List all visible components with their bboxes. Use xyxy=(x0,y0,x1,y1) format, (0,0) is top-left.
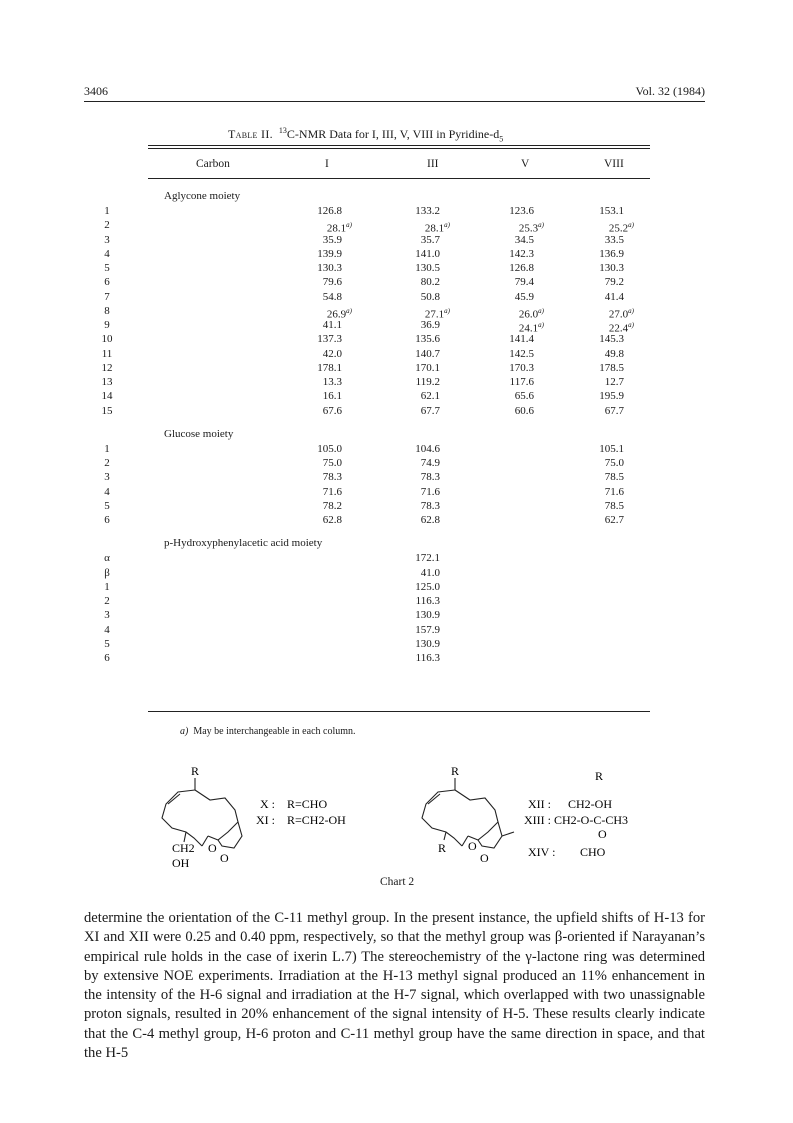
shift-value: 41.0 xyxy=(420,566,440,579)
value-xiv: CHO xyxy=(580,845,606,859)
shift-value: 13.3 xyxy=(322,376,342,388)
shift-value: 74.9 xyxy=(420,457,440,469)
carbon-label: 1 xyxy=(104,580,110,593)
table-caption-text: C-NMR Data for I, III, V, VIII in Pyridine-d xyxy=(286,127,500,141)
shift-value: 119.2 xyxy=(415,376,440,388)
page-number: 3406 xyxy=(84,84,108,98)
shift-number: 26.0 xyxy=(518,308,539,321)
carbon-label: α xyxy=(104,552,110,565)
table-top-rule xyxy=(148,145,650,146)
carbon-label: 6 xyxy=(104,514,110,526)
carbon-label: 9 xyxy=(104,319,110,331)
shift-value: 27.0$^{a)}$ xyxy=(608,306,634,321)
shift-value: 116.3 xyxy=(415,595,440,607)
carbon-label: 5 xyxy=(104,499,110,512)
value-xiii: CH2-O-C-CH3 xyxy=(554,813,628,827)
shift-value: 172.1 xyxy=(415,552,440,565)
shift-value: 50.8 xyxy=(420,290,440,303)
shift-value: 28.1$^{a)}$ xyxy=(326,221,352,235)
shift-value: 78.3 xyxy=(420,471,440,484)
shift-value: 170.3 xyxy=(509,361,534,374)
shift-number: 25.3 xyxy=(518,222,539,235)
journal-volume: Vol. 32 (1984) xyxy=(635,84,705,98)
label-r: R xyxy=(191,764,200,778)
shift-value: 178.5 xyxy=(599,361,624,374)
label-o-ring-right: O xyxy=(468,839,477,853)
group-heading: Aglycone moiety xyxy=(164,190,241,202)
shift-number: 27.1 xyxy=(424,308,445,321)
shift-value: 141.4 xyxy=(509,333,534,346)
shift-value: 65.6 xyxy=(514,390,534,403)
table-footnote xyxy=(180,726,356,737)
shift-value: 195.9 xyxy=(599,390,624,403)
shift-value: 41.4 xyxy=(604,290,624,303)
carbon-label: 2 xyxy=(104,219,110,232)
shift-value: 130.3 xyxy=(599,262,624,274)
footnote-text: May be interchangeable in each column. xyxy=(193,726,356,737)
shift-value: 49.8 xyxy=(604,347,624,360)
label-xiv: XIV : xyxy=(528,845,556,859)
shift-value: 78.3 xyxy=(420,499,440,512)
carbon-label: 11 xyxy=(101,347,113,360)
shift-value: 62.8 xyxy=(420,514,440,526)
shift-value: 45.9 xyxy=(514,290,534,303)
shift-value: 54.8 xyxy=(322,290,342,303)
shift-value: 170.1 xyxy=(415,361,440,374)
shift-value: 22.4$^{a)}$ xyxy=(608,321,634,335)
body-paragraph xyxy=(84,909,705,1063)
shift-value: 105.1 xyxy=(599,442,624,455)
label-xii: XII : xyxy=(528,797,551,811)
group-heading: p-Hydroxyphenylacetic acid moiety xyxy=(164,537,323,550)
shift-value: 41.1 xyxy=(322,319,342,331)
label-o-ring: O xyxy=(208,841,217,855)
label-r-bottom: R xyxy=(438,841,447,855)
carbon-label: 3 xyxy=(104,233,110,246)
column-header-3: V xyxy=(521,158,530,170)
shift-value: 105.0 xyxy=(317,442,342,455)
carbon-label: 3 xyxy=(104,609,110,622)
shift-number: 28.1 xyxy=(326,222,347,235)
caption-isotope: 13 xyxy=(278,126,287,135)
shift-value: 12.7 xyxy=(604,376,624,388)
carbon-label: 7 xyxy=(104,290,110,303)
carbon-label: 5 xyxy=(104,637,110,650)
carbon-label: 6 xyxy=(104,652,110,664)
shift-value: 130.3 xyxy=(317,262,342,274)
shift-value: 25.2$^{a)}$ xyxy=(608,221,634,235)
shift-number: 22.4 xyxy=(608,322,629,335)
shift-value: 140.7 xyxy=(415,347,440,360)
shift-value: 42.0 xyxy=(322,347,342,360)
table-header-rule xyxy=(148,178,650,179)
shift-value: 139.9 xyxy=(317,247,342,260)
structure-x-xi-bonds xyxy=(162,778,242,848)
value-xi: R=CH2-OH xyxy=(287,813,346,827)
label-r-top: R xyxy=(451,764,460,778)
shift-value: 26.9$^{a)}$ xyxy=(326,306,352,321)
shift-value: 67.7 xyxy=(604,404,624,417)
label-x: X : xyxy=(260,797,275,811)
carbon-label: 14 xyxy=(101,390,113,403)
carbon-label: 13 xyxy=(101,376,113,388)
carbon-label: 5 xyxy=(104,262,110,274)
carbon-label: 6 xyxy=(104,276,110,289)
label-oh: OH xyxy=(172,856,190,870)
carbon-label: 1 xyxy=(104,205,110,217)
carbon-label: 3 xyxy=(104,471,110,484)
shift-value: 178.1 xyxy=(317,361,342,374)
shift-value: 25.3$^{a)}$ xyxy=(518,221,544,235)
shift-value: 137.3 xyxy=(317,333,342,346)
shift-value: 67.7 xyxy=(420,404,440,417)
carbon-label: 2 xyxy=(104,595,110,607)
shift-number: 27.0 xyxy=(608,308,629,321)
shift-value: 78.5 xyxy=(604,471,624,484)
shift-value: 75.0 xyxy=(322,457,342,469)
label-ch2: CH2 xyxy=(172,841,195,855)
shift-value: 33.5 xyxy=(604,233,624,246)
shift-value: 80.2 xyxy=(420,276,440,289)
shift-value: 78.3 xyxy=(322,471,342,484)
shift-value: 136.9 xyxy=(599,247,624,260)
column-header-1: I xyxy=(325,158,329,170)
column-header-2: III xyxy=(427,158,439,170)
shift-value: 117.6 xyxy=(509,376,534,388)
carbon-label: 2 xyxy=(104,457,110,469)
shift-value: 71.6 xyxy=(322,485,342,498)
carbon-label: 10 xyxy=(101,333,113,346)
table-bottom-rule xyxy=(148,711,650,712)
carbon-label: 8 xyxy=(104,304,110,317)
shift-number: 24.1 xyxy=(518,322,539,335)
carbon-label: 4 xyxy=(104,485,110,498)
shift-value: 79.4 xyxy=(514,276,534,289)
shift-value: 157.9 xyxy=(415,623,440,636)
shift-value: 67.6 xyxy=(322,404,342,417)
shift-value: 123.6 xyxy=(509,205,534,217)
structure-xii-xiv xyxy=(420,760,720,870)
shift-value: 126.8 xyxy=(317,205,342,217)
shift-number: 28.1 xyxy=(424,222,445,235)
label-o-carbonyl: O xyxy=(220,851,229,865)
carbon-label: 12 xyxy=(101,361,113,374)
shift-value: 141.0 xyxy=(415,247,440,260)
header-rule xyxy=(84,101,705,102)
shift-value: 78.5 xyxy=(604,499,624,512)
value-x: R=CHO xyxy=(287,797,328,811)
structure-x-xi xyxy=(150,760,390,870)
shift-value: 36.9 xyxy=(420,319,440,331)
shift-value: 62.1 xyxy=(420,390,440,403)
shift-value: 126.8 xyxy=(509,262,534,274)
carbon-label: 4 xyxy=(104,623,110,636)
shift-value: 71.6 xyxy=(420,485,440,498)
shift-value: 75.0 xyxy=(604,457,624,469)
shift-value: 78.2 xyxy=(322,499,342,512)
shift-value: 28.1$^{a)}$ xyxy=(424,221,450,235)
shift-value: 130.9 xyxy=(415,637,440,650)
shift-value: 142.3 xyxy=(509,247,534,260)
chart-label: Chart 2 xyxy=(380,876,415,888)
shift-value: 133.2 xyxy=(415,205,440,217)
column-header-0: Carbon xyxy=(196,158,230,170)
shift-value: 153.1 xyxy=(599,205,624,217)
value-xii: CH2-OH xyxy=(568,797,612,811)
shift-value: 27.1$^{a)}$ xyxy=(424,306,450,321)
shift-value: 145.3 xyxy=(599,333,624,346)
carbon-label: 1 xyxy=(104,442,110,455)
shift-value: 116.3 xyxy=(415,652,440,664)
shift-value: 62.8 xyxy=(322,514,342,526)
caption-subscript: 5 xyxy=(499,134,504,144)
shift-value: 142.5 xyxy=(509,347,534,360)
r-column-header: R xyxy=(595,769,604,783)
shift-value: 79.2 xyxy=(604,276,624,289)
shift-value: 130.5 xyxy=(415,262,440,274)
carbon-label: 4 xyxy=(104,247,110,260)
footnote-mark: a) xyxy=(180,726,189,737)
shift-value: 125.0 xyxy=(415,580,440,593)
structure-xii-xiv-bonds xyxy=(422,778,514,848)
label-xi: XI : xyxy=(256,813,275,827)
shift-value: 60.6 xyxy=(514,404,534,417)
label-xiii: XIII : xyxy=(524,813,551,827)
label-o-carbonyl-right: O xyxy=(480,851,489,865)
shift-value: 34.5 xyxy=(514,233,534,246)
table-caption xyxy=(228,126,503,143)
shift-value: 104.6 xyxy=(415,442,440,455)
carbon-label: β xyxy=(104,566,110,579)
shift-number: 26.9 xyxy=(326,308,347,321)
shift-value: 35.7 xyxy=(420,233,440,246)
shift-value: 16.1 xyxy=(322,390,342,403)
xiii-carbonyl-o: O xyxy=(598,827,607,841)
column-header-4: VIII xyxy=(604,158,624,170)
shift-value: 71.6 xyxy=(604,485,624,498)
table-top-rule-2 xyxy=(148,148,650,149)
group-heading: Glucose moiety xyxy=(164,427,234,440)
shift-value: 130.9 xyxy=(415,609,440,622)
table-caption-label: Table II. xyxy=(228,127,273,141)
shift-value: 26.0$^{a)}$ xyxy=(518,306,544,321)
shift-value: 135.6 xyxy=(415,333,440,346)
body-text: determine the orientation of the C-11 methyl group. In the present instance, the upfield shifts of H-13 for XI and XII were 0.25 and 0.40 ppm, respectively, so that the methyl group was β-oriented if Narayanan’s empirical rule holds in the case of ixerin L.7) The stereochemistry of the γ-lactone ring was determined by extensive NOE experiments. Irradiation at the H-13 methyl signal produced an 11% enhancement in the intensity of the H-6 signal and irradiation at the H-7 signal, which overlapped with two unassignable proton signals, resulted in 20% enhancement of the signal intensity of H-5. These results clearly indicate that the C-4 methyl group, H-6 proton and C-11 methyl group have the same direction in space, and that the H-5 xyxy=(84,910,705,1062)
shift-value: 62.7 xyxy=(604,514,624,526)
shift-value: 35.9 xyxy=(322,233,342,246)
shift-number: 25.2 xyxy=(608,222,629,235)
carbon-label: 15 xyxy=(101,404,113,417)
shift-value: 24.1$^{a)}$ xyxy=(518,321,544,335)
shift-value: 79.6 xyxy=(322,276,342,289)
